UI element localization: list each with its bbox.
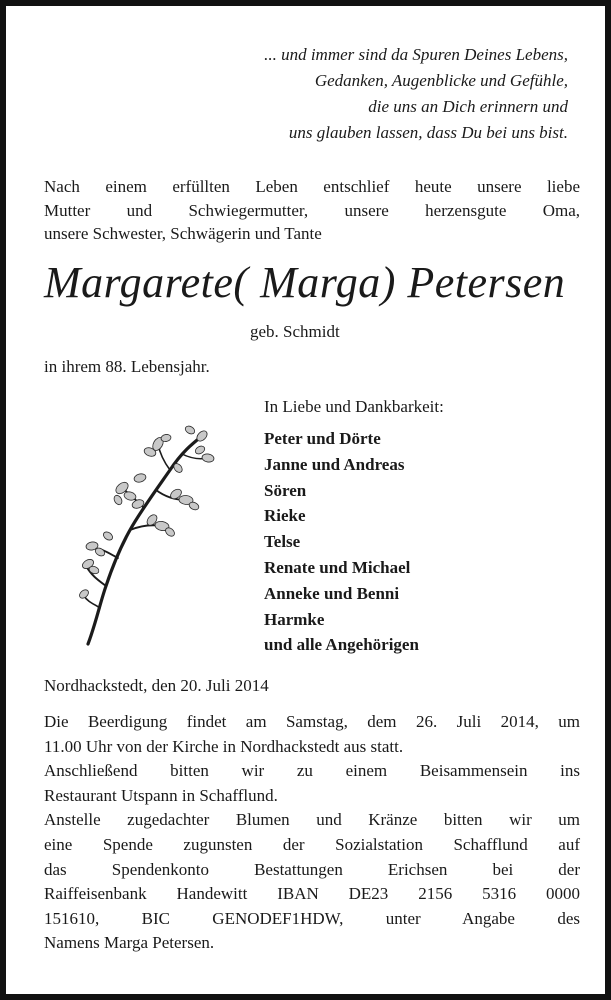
funeral-info-line: Die Beerdigung findet am Samstag, dem 26. Juli 2014, um bbox=[44, 712, 580, 731]
intro-line: Mutter und Schwiegermutter, unsere herzensgute Oma, bbox=[44, 200, 580, 220]
mourners-list bbox=[264, 426, 419, 658]
poem bbox=[264, 42, 568, 146]
blossom-branch-icon bbox=[78, 408, 218, 648]
deceased-name: Margarete( Marga) Petersen bbox=[44, 258, 566, 307]
mourner-name: Peter und Dörte bbox=[264, 429, 381, 448]
poem-line: ... und immer sind da Spuren Deines Lebens, bbox=[264, 45, 568, 64]
funeral-info-line: Anstelle zugedachter Blumen und Kränze bitten wir um bbox=[44, 810, 580, 830]
intro-text bbox=[44, 175, 580, 246]
intro-line: unsere Schwester, Schwägerin und Tante bbox=[44, 224, 322, 243]
mourner-name: Janne und Andreas bbox=[264, 454, 405, 474]
funeral-info bbox=[44, 710, 580, 956]
funeral-info-line: Raiffeisenbank Handewitt IBAN DE23 2156 5316 0000 bbox=[44, 884, 580, 904]
mourner-name: Anneke und Benni bbox=[264, 583, 400, 603]
funeral-info-line: Namens Marga Petersen. bbox=[44, 933, 215, 953]
poem-line: Gedanken, Augenblicke und Gefühle, bbox=[314, 71, 568, 90]
mourner-name: Harmke bbox=[264, 609, 325, 629]
funeral-info-line: 11.00 Uhr von der Kirche in Nordhackstedt aus statt. bbox=[44, 736, 404, 756]
poem-line: uns glauben lassen, dass Du bei uns bist. bbox=[288, 123, 568, 142]
funeral-info-line: Anschließend bitten wir zu einem Beisammensein ins bbox=[44, 761, 580, 781]
mourner-name: Renate und Michael bbox=[264, 557, 411, 577]
poem-line: die uns an Dich erinnern und bbox=[368, 97, 568, 116]
age-text: in ihrem 88. Lebensjahr. bbox=[44, 357, 210, 376]
funeral-info-line: das Spendenkonto Bestattungen Erichsen bei der bbox=[44, 859, 580, 879]
funeral-info-line: Restaurant Utspann in Schafflund. bbox=[44, 785, 278, 805]
funeral-info-line: eine Spende zugunsten der Sozialstation Schafflund auf bbox=[44, 834, 580, 854]
funeral-info-line: 151610, BIC GENODEF1HDW, unter Angabe des bbox=[44, 908, 580, 928]
mourner-name: und alle Angehörigen bbox=[264, 635, 419, 655]
gratitude-heading: In Liebe und Dankbarkeit: bbox=[264, 397, 444, 416]
maiden-name: geb. Schmidt bbox=[250, 322, 340, 341]
mourner-name: Telse bbox=[264, 532, 301, 552]
place-date: Nordhackstedt, den 20. Juli 2014 bbox=[44, 676, 269, 695]
mourner-name: Sören bbox=[264, 480, 307, 500]
mourner-name: Rieke bbox=[264, 506, 306, 526]
intro-line: Nach einem erfüllten Leben entschlief heute unsere liebe bbox=[44, 177, 580, 196]
